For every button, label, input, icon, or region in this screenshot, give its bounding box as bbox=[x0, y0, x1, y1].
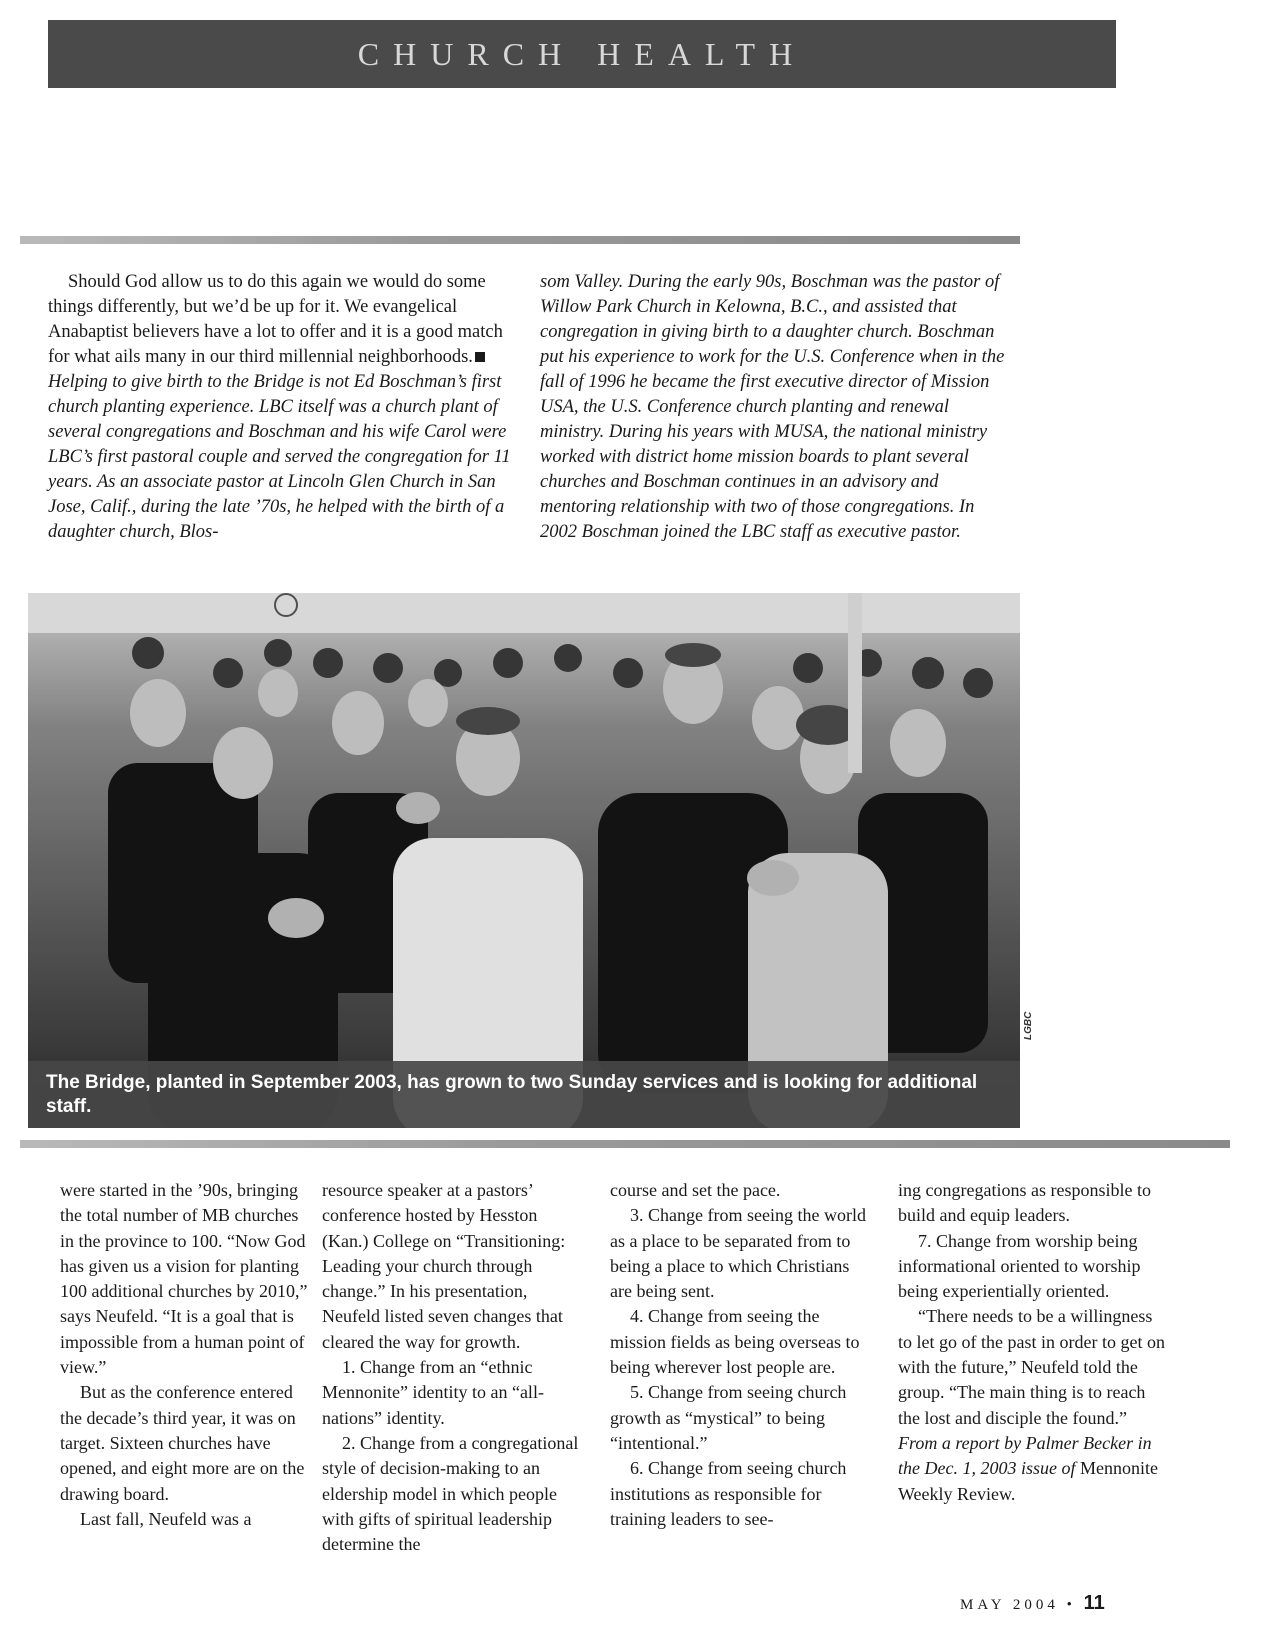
change-item-2: 2. Change from a congregational style of decision-making to an eldership model in which people with gifts of spiritual leadership determine the bbox=[322, 1432, 579, 1555]
worship-photo-image bbox=[28, 593, 1020, 1128]
bio-paragraph: Helping to give birth to the Bridge is not Ed Boschman’s first church planting experience. LBC itself was a church plant of several congregations and Boschman and his wife Carol were LBC’s first pastoral couple and served the congregation for 11 years. As an associate pastor at Lincoln Glen Church in San Jose, Calif., during the late ’70s, he helped with the birth of a daughter church, Blos- bbox=[48, 372, 511, 542]
article-column-3 bbox=[610, 1178, 875, 1532]
source-note-text: From a report by Palmer Becker in the Dec. 1, 2003 issue of bbox=[898, 1432, 1152, 1479]
source-note bbox=[898, 1431, 1168, 1507]
change-item-7: 7. Change from worship being informational oriented to worship being experientially oriented. bbox=[898, 1230, 1141, 1302]
worship-photo bbox=[28, 593, 1020, 1128]
page-footer bbox=[960, 1592, 1105, 1615]
column-1-paragraph-1: were started in the ’90s, bringing the total number of MB churches in the province to 100. “Now God has given us a vision for planting 100 additional churches by 2010,” says Neufeld. “It is a goal that is impossible from a human point of view.” bbox=[60, 1180, 308, 1378]
intro-column-left bbox=[48, 270, 518, 545]
footer-separator: • bbox=[1066, 1597, 1076, 1613]
section-title: CHURCH HEALTH bbox=[357, 35, 807, 72]
article-column-2 bbox=[322, 1178, 582, 1557]
change-item-1: 1. Change from an “ethnic Mennonite” identity to an “all-nations” identity. bbox=[322, 1357, 544, 1428]
column-3-paragraph-1: course and set the pace. bbox=[610, 1180, 781, 1200]
article-column-1 bbox=[60, 1178, 310, 1532]
photo-caption: The Bridge, planted in September 2003, has grown to two Sunday services and is looking for additional staff. bbox=[28, 1061, 1020, 1128]
page-number: 11 bbox=[1083, 1592, 1105, 1614]
column-4-paragraph-1: ing congregations as responsible to build and equip leaders. bbox=[898, 1180, 1151, 1226]
change-item-3: 3. Change from seeing the world as a place to be separated from to being a place to which Christians are being sent. bbox=[610, 1205, 866, 1302]
issue-date: MAY 2004 bbox=[960, 1597, 1059, 1613]
divider-top bbox=[20, 236, 1020, 244]
end-mark-icon bbox=[475, 352, 485, 362]
change-item-4: 4. Change from seeing the mission fields as being overseas to being wherever lost people are. bbox=[610, 1306, 860, 1378]
bio-continued: som Valley. During the early 90s, Boschman was the pastor of Willow Park Church in Kelowna, B.C., and assisted that congregation in giving birth to a daughter church. Boschman put his experience to work for the U.S. Conference when in the fall of 1996 he became the first executive director of Mission USA, the U.S. Conference church planting and renewal ministry. During his years with MUSA, the national ministry worked with district home mission boards to plant several churches and Boschman continues in an advisory and mentoring relationship with two of those congregations. In 2002 Boschman joined the LBC staff as executive pastor. bbox=[540, 272, 1005, 542]
change-item-5: 5. Change from seeing church growth as “mystical” to being “intentional.” bbox=[610, 1382, 847, 1453]
section-header bbox=[48, 20, 1116, 88]
closing-paragraph: Should God allow us to do this again we would do some things differently, but we’d be up for it. We evangelical Anabaptist believers have a lot to offer and it is a good match for what ails many in our third millennial neighborhoods. bbox=[48, 272, 503, 367]
closing-quote: “There needs to be a willingness to let go of the past in order to get on with the future,” Neufeld told the group. “The main thing is to reach the lost and disciple the found.” bbox=[898, 1306, 1165, 1428]
intro-column-right bbox=[540, 270, 1012, 545]
change-item-6: 6. Change from seeing church institutions as responsible for training leaders to see- bbox=[610, 1458, 847, 1529]
source-publication: Mennonite Weekly Review. bbox=[898, 1458, 1158, 1504]
article-column-4 bbox=[898, 1178, 1168, 1507]
divider-bottom bbox=[20, 1140, 1230, 1148]
column-1-paragraph-2: But as the conference entered the decade’s third year, it was on target. Sixteen churches have opened, and eight more are on the drawing board. bbox=[60, 1382, 305, 1504]
column-2-paragraph-1: resource speaker at a pastors’ conference hosted by Hesston (Kan.) College on “Transitioning: Leading your church through change.” In his presentation, Neufeld listed seven changes that cleared the way for growth. bbox=[322, 1180, 566, 1352]
photo-credit: LGBC bbox=[1023, 1011, 1034, 1040]
column-1-paragraph-3: Last fall, Neufeld was a bbox=[80, 1508, 252, 1529]
